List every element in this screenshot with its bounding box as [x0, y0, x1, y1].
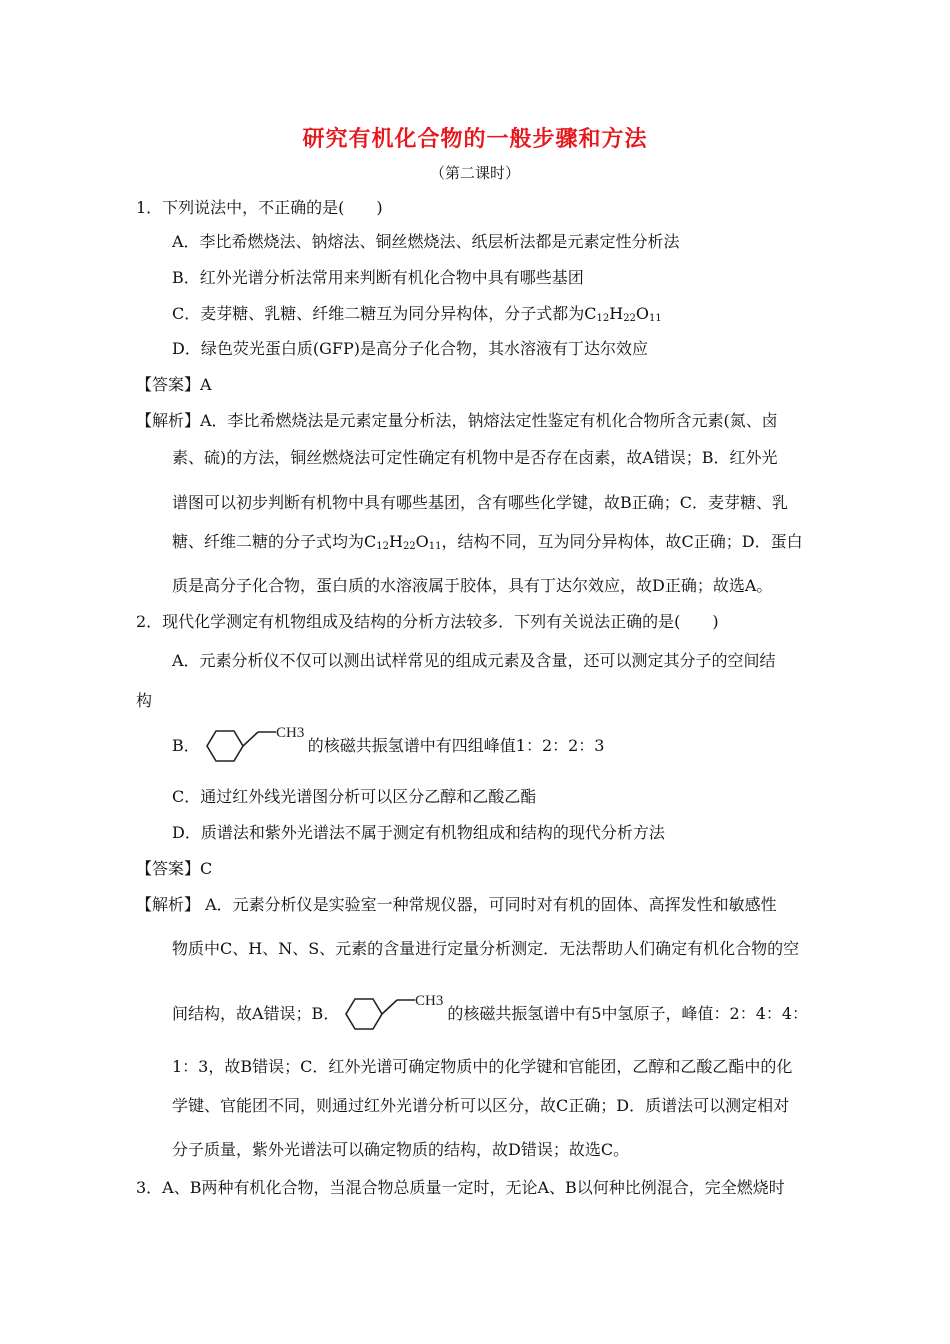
- methylcyclohexane-structure-svg: [200, 720, 308, 772]
- q2-option-b-text: 的核磁共振氢谱中有四组峰值1：2：2：3: [307, 736, 605, 755]
- ch3-label: CH3: [275, 725, 305, 741]
- formula-subscript: 12: [596, 313, 610, 324]
- ch3-label: CH3: [415, 993, 444, 1009]
- formula-element: O: [635, 304, 650, 323]
- q3-stem: 3．A、B两种有机化合物，当混合物总质量一定时，无论A、B以何种比例混合，完全燃烧时: [136, 1178, 785, 1197]
- q1-answer: 【答案】A: [136, 375, 212, 394]
- formula-element: H: [609, 304, 624, 323]
- q1-explanation-line: [172, 531, 803, 553]
- q1-stem: 1．下列说法中，不正确的是( ): [136, 198, 383, 217]
- q1-explanation-line: 质是高分子化合物，蛋白质的水溶液属于胶体，具有丁达尔效应，故D正确；故选A。: [172, 576, 773, 595]
- formula-subscript: 22: [402, 541, 416, 552]
- q2-option-c: C．通过红外线光谱图分析可以区分乙醇和乙酸乙酯: [172, 787, 537, 806]
- q2-answer: 【答案】C: [136, 859, 213, 878]
- formula-subscript: 22: [623, 313, 636, 324]
- q1-explanation-line: 【解析】A．李比希燃烧法是元素定量分析法，钠熔法定性鉴定有机化合物所含元素(氮、卤: [136, 411, 778, 430]
- formula-element: H: [388, 532, 403, 551]
- q2-explanation-text: 的核磁共振氢谱中有5中氢原子，峰值：2：4：4：: [447, 1004, 809, 1023]
- document-title: 研究有机化合物的一般步骤和方法: [302, 126, 648, 152]
- formula-subscript: 11: [649, 313, 662, 324]
- methylcyclohexane-structure: [200, 720, 308, 772]
- q1-option-a: A．李比希燃烧法、钠熔法、铜丝燃烧法、纸层析法都是元素定性分析法: [172, 232, 680, 251]
- q1-option-b: B．红外光谱分析法常用来判断有机化合物中具有哪些基团: [172, 268, 584, 287]
- q2-explanation-line: 分子质量，紫外光谱法可以确定物质的结构，故D错误；故选C。: [172, 1140, 630, 1159]
- q2-explanation-text: 间结构，故A错误；B．: [172, 1004, 340, 1023]
- q1-explanation-line: 谱图可以初步判断有机物中具有哪些基团，含有哪些化学键，故B正确；C．麦芽糖、乳: [172, 493, 789, 512]
- q2-explanation-line: [172, 988, 808, 1040]
- q1-option-c-text: C．麦芽糖、乳糖、纤维二糖互为同分异构体，分子式都为C: [172, 304, 597, 323]
- q1-option-d: D．绿色荧光蛋白质(GFP)是高分子化合物，其水溶液有丁达尔效应: [172, 339, 648, 358]
- q2-explanation-line: 1：3，故B错误；C．红外光谱可确定物质中的化学键和官能团，乙醇和乙酸乙酯中的化: [172, 1057, 793, 1076]
- q1-explanation-line: 素、硫)的方法，铜丝燃烧法可定性确定有机物中是否存在卤素，故A错误；B．红外光: [172, 448, 778, 467]
- q1-explanation-text: ，结构不同，互为同分异构体，故C正确；D．蛋白: [441, 532, 803, 551]
- methylcyclohexane-structure: [339, 988, 447, 1040]
- q2-option-b: [172, 720, 605, 772]
- methylcyclohexane-structure-svg: [339, 988, 447, 1040]
- q2-option-a-continued: 构: [136, 691, 153, 710]
- q2-explanation-line: 学键、官能团不同，则通过红外光谱分析可以区分，故C正确；D．质谱法可以测定相对: [172, 1096, 790, 1115]
- q2-stem: 2．现代化学测定有机物组成及结构的分析方法较多．下列有关说法正确的是( ): [136, 612, 719, 631]
- q2-option-d: D．质谱法和紫外光谱法不属于测定有机物组成和结构的现代分析方法: [172, 823, 665, 842]
- q1-explanation-text: 糖、纤维二糖的分子式均为C: [172, 532, 377, 551]
- q2-option-b-label: B．: [172, 736, 200, 755]
- q1-option-c: [172, 303, 662, 325]
- formula-element: O: [415, 532, 429, 551]
- q2-explanation-line: 【解析】 A．元素分析仪是实验室一种常规仪器，可同时对有机的固体、高挥发性和敏感性: [136, 895, 777, 914]
- formula-subscript: 12: [376, 541, 389, 552]
- document-subtitle: （第二课时）: [429, 164, 520, 182]
- formula-subscript: 11: [428, 541, 442, 552]
- q2-option-a: A．元素分析仪不仅可以测出试样常见的组成元素及含量，还可以测定其分子的空间结: [172, 651, 776, 670]
- q2-explanation-line: 物质中C、H、N、S、元素的含量进行定量分析测定．无法帮助人们确定有机化合物的空: [172, 939, 800, 958]
